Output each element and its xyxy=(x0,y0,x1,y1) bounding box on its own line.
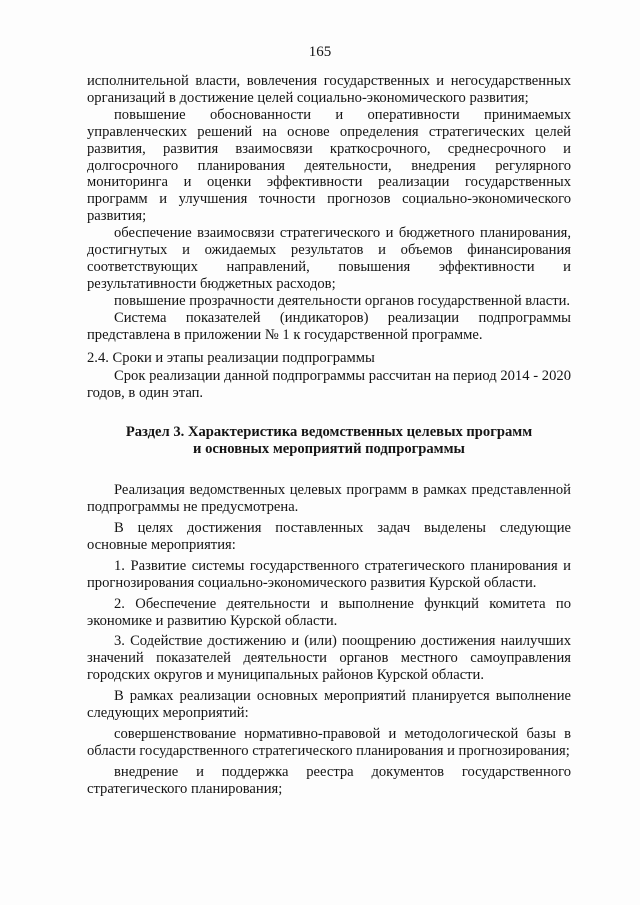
paragraph: В рамках реализации основных мероприятий планируется выполнение следующих мероприятий: xyxy=(87,688,571,722)
paragraph: исполнительной власти, вовлечения государственных и негосударственных организаций в достижение целей социально-экономического развития; xyxy=(87,73,571,106)
paragraph: совершенствование нормативно-правовой и методологической базы в области государственного стратегического планирования и прогнозирования; xyxy=(87,726,571,759)
paragraph: повышение прозрачности деятельности органов государственной власти. xyxy=(114,292,571,309)
paragraph: повышение обоснованности и оперативности принимаемых управленческих решений на основе определения стратегических целей развития, развития взаимосвязи краткосрочного, среднесрочного и долгосрочного планирования деятельности, внедрения регулярного мониторинга и оценки эффективности реализации государственных программ и улучшения точности прогнозов социально-экономического развития; xyxy=(87,106,571,225)
paragraph: обеспечение взаимосвязи стратегического и бюджетного планирования, достигнутых и ожидаемых результатов и объемов финансирования соответствующих направлений, повышения эффективности и результативности бюджетных расходов; xyxy=(87,225,571,292)
paragraph: 1. Развитие системы государственного стратегического планирования и прогнозирования социально-экономического развития Курской области. xyxy=(87,557,571,591)
paragraph: Срок реализации данной подпрограммы рассчитан на период 2014 - 2020 годов, в один этап. xyxy=(87,368,571,402)
paragraph: 2. Обеспечение деятельности и выполнение функций комитета по экономике и развитию Курской области. xyxy=(87,595,571,629)
section-heading xyxy=(87,424,571,458)
paragraph: Реализация ведомственных целевых программ в рамках представленной подпрограммы не предусмотрена. xyxy=(87,482,571,516)
subsection-heading: 2.4. Сроки и этапы реализации подпрограммы xyxy=(87,349,375,366)
paragraph: внедрение и поддержка реестра документов государственного стратегического планирования; xyxy=(87,763,571,797)
paragraph: В целях достижения поставленных задач выделены следующие основные мероприятия: xyxy=(87,520,571,553)
document-body xyxy=(87,73,571,798)
page-number: 165 xyxy=(308,44,332,60)
section-heading-line: и основных мероприятий подпрограммы xyxy=(193,441,465,458)
section-heading-line: Раздел 3. Характеристика ведомственных целевых программ xyxy=(125,424,533,441)
paragraph: 3. Содействие достижению и (или) поощрению достижения наилучших значений показателей деятельности органов местного самоуправления городских округов и муниципальных районов Курской области. xyxy=(87,633,571,684)
paragraph: Система показателей (индикаторов) реализации подпрограммы представлена в приложении № 1 к государственной программе. xyxy=(87,309,571,343)
